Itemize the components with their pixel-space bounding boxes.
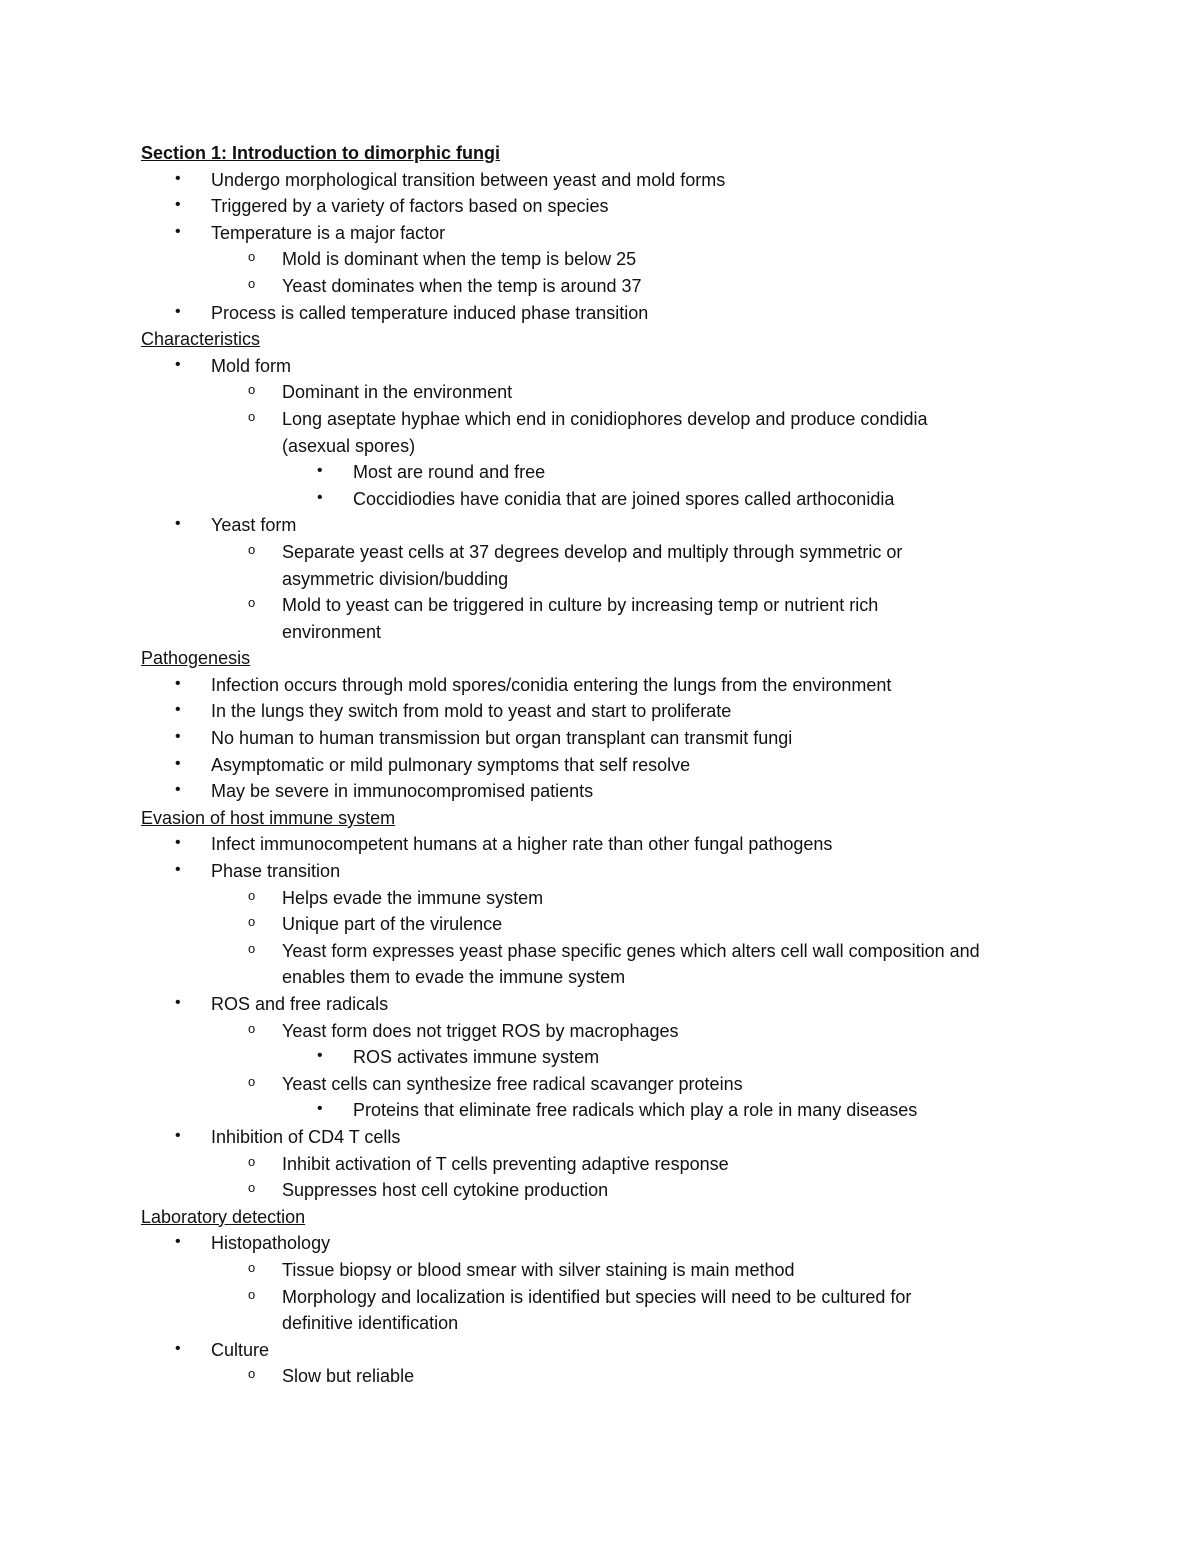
circle-bullet-icon: o (248, 382, 256, 398)
list-item: • Culture (141, 1337, 1101, 1364)
list-item-continuation: environment (282, 621, 382, 642)
list-item: • May be severe in immunocompromised patients (141, 778, 1101, 805)
circle-bullet-icon: o (248, 940, 256, 956)
bullet-icon: • (175, 728, 181, 746)
list-item: • Coccidiodies have conidia that are joined spores called arthoconidia (141, 486, 1101, 513)
list-item: • Infect immunocompetent humans at a higher rate than other fungal pathogens (141, 831, 1101, 858)
list-item: • Most are round and free (141, 459, 1101, 486)
circle-bullet-icon: o (248, 1073, 256, 1089)
list-item-continuation: asymmetric division/budding (282, 568, 509, 589)
bullet-icon: • (317, 488, 323, 506)
circle-bullet-icon: o (248, 408, 256, 424)
list-item: • Mold form (141, 353, 1101, 380)
bullet-icon: • (175, 861, 181, 879)
list-item: o Yeast form expresses yeast phase specific genes which alters cell wall composition and (141, 938, 1101, 965)
list-item: • Histopathology (141, 1230, 1101, 1257)
circle-bullet-icon: o (248, 887, 256, 903)
section-title: Section 1: Introduction to dimorphic fungi (141, 143, 500, 163)
list-item: • No human to human transmission but organ transplant can transmit fungi (141, 725, 1101, 752)
list-item: • Temperature is a major factor (141, 220, 1101, 247)
list-item: o Morphology and localization is identified but species will need to be cultured for (141, 1284, 1101, 1311)
bullet-icon: • (175, 834, 181, 852)
bullet-icon: • (175, 515, 181, 533)
list-item: o Separate yeast cells at 37 degrees develop and multiply through symmetric or (141, 539, 1101, 566)
subheading-characteristics: Characteristics (141, 329, 261, 350)
list-item-continuation: enables them to evade the immune system (282, 967, 626, 988)
bullet-icon: • (175, 1126, 181, 1144)
list-item: • Process is called temperature induced phase transition (141, 300, 1101, 327)
list-item-continuation: definitive identification (282, 1313, 459, 1334)
circle-bullet-icon: o (248, 541, 256, 557)
list-item: • ROS and free radicals (141, 991, 1101, 1018)
list-item: • Inhibition of CD4 T cells (141, 1124, 1101, 1151)
bullet-icon: • (175, 196, 181, 214)
list-item: o Long aseptate hyphae which end in conidiophores develop and produce condidia (141, 406, 1101, 433)
list-item: • Yeast form (141, 512, 1101, 539)
list-item: • Asymptomatic or mild pulmonary symptoms that self resolve (141, 752, 1101, 779)
list-item: • Proteins that eliminate free radicals which play a role in many diseases (141, 1097, 1101, 1124)
list-item: o Unique part of the virulence (141, 911, 1101, 938)
subheading-pathogenesis: Pathogenesis (141, 648, 251, 669)
bullet-icon: • (175, 222, 181, 240)
circle-bullet-icon: o (248, 595, 256, 611)
list-item: o Dominant in the environment (141, 379, 1101, 406)
list-item: • Undergo morphological transition between yeast and mold forms (141, 167, 1101, 194)
list-item-continuation: (asexual spores) (282, 435, 416, 456)
list-item: o Mold to yeast can be triggered in culture by increasing temp or nutrient rich (141, 592, 1101, 619)
list-item: o Slow but reliable (141, 1363, 1101, 1390)
bullet-icon: • (317, 462, 323, 480)
list-item: o Mold is dominant when the temp is below 25 (141, 246, 1101, 273)
list-item: • Phase transition (141, 858, 1101, 885)
list-item: • Triggered by a variety of factors based on species (141, 193, 1101, 220)
list-item: o Helps evade the immune system (141, 885, 1101, 912)
circle-bullet-icon: o (248, 1259, 256, 1275)
list-item: o Tissue biopsy or blood smear with silver staining is main method (141, 1257, 1101, 1284)
list-item: • ROS activates immune system (141, 1044, 1101, 1071)
list-item: o Inhibit activation of T cells preventing adaptive response (141, 1151, 1101, 1178)
circle-bullet-icon: o (248, 1286, 256, 1302)
bullet-icon: • (175, 674, 181, 692)
list-item: o Yeast cells can synthesize free radical scavanger proteins (141, 1071, 1101, 1098)
bullet-icon: • (175, 754, 181, 772)
bullet-icon: • (175, 1233, 181, 1251)
document-page (141, 140, 1101, 1390)
list-item: o Yeast dominates when the temp is around 37 (141, 273, 1101, 300)
list-item: • Infection occurs through mold spores/conidia entering the lungs from the environment (141, 672, 1101, 699)
bullet-icon: • (317, 1100, 323, 1118)
circle-bullet-icon: o (248, 275, 256, 291)
bullet-icon: • (175, 302, 181, 320)
circle-bullet-icon: o (248, 1020, 256, 1036)
circle-bullet-icon: o (248, 1366, 256, 1382)
circle-bullet-icon: o (248, 1153, 256, 1169)
bullet-icon: • (175, 1339, 181, 1357)
circle-bullet-icon: o (248, 914, 256, 930)
list-item: o Suppresses host cell cytokine production (141, 1177, 1101, 1204)
bullet-icon: • (317, 1047, 323, 1065)
list-item: o Yeast form does not trigget ROS by macrophages (141, 1018, 1101, 1045)
circle-bullet-icon: o (248, 1180, 256, 1196)
subheading-evasion: Evasion of host immune system (141, 807, 396, 828)
bullet-icon: • (175, 994, 181, 1011)
bullet-icon: • (175, 781, 181, 799)
circle-bullet-icon: o (248, 249, 256, 265)
list-item: • In the lungs they switch from mold to yeast and start to proliferate (141, 698, 1101, 725)
bullet-icon: • (175, 701, 181, 719)
bullet-icon: • (175, 355, 181, 373)
subheading-laboratory: Laboratory detection (141, 1206, 306, 1227)
bullet-icon: • (175, 169, 181, 187)
